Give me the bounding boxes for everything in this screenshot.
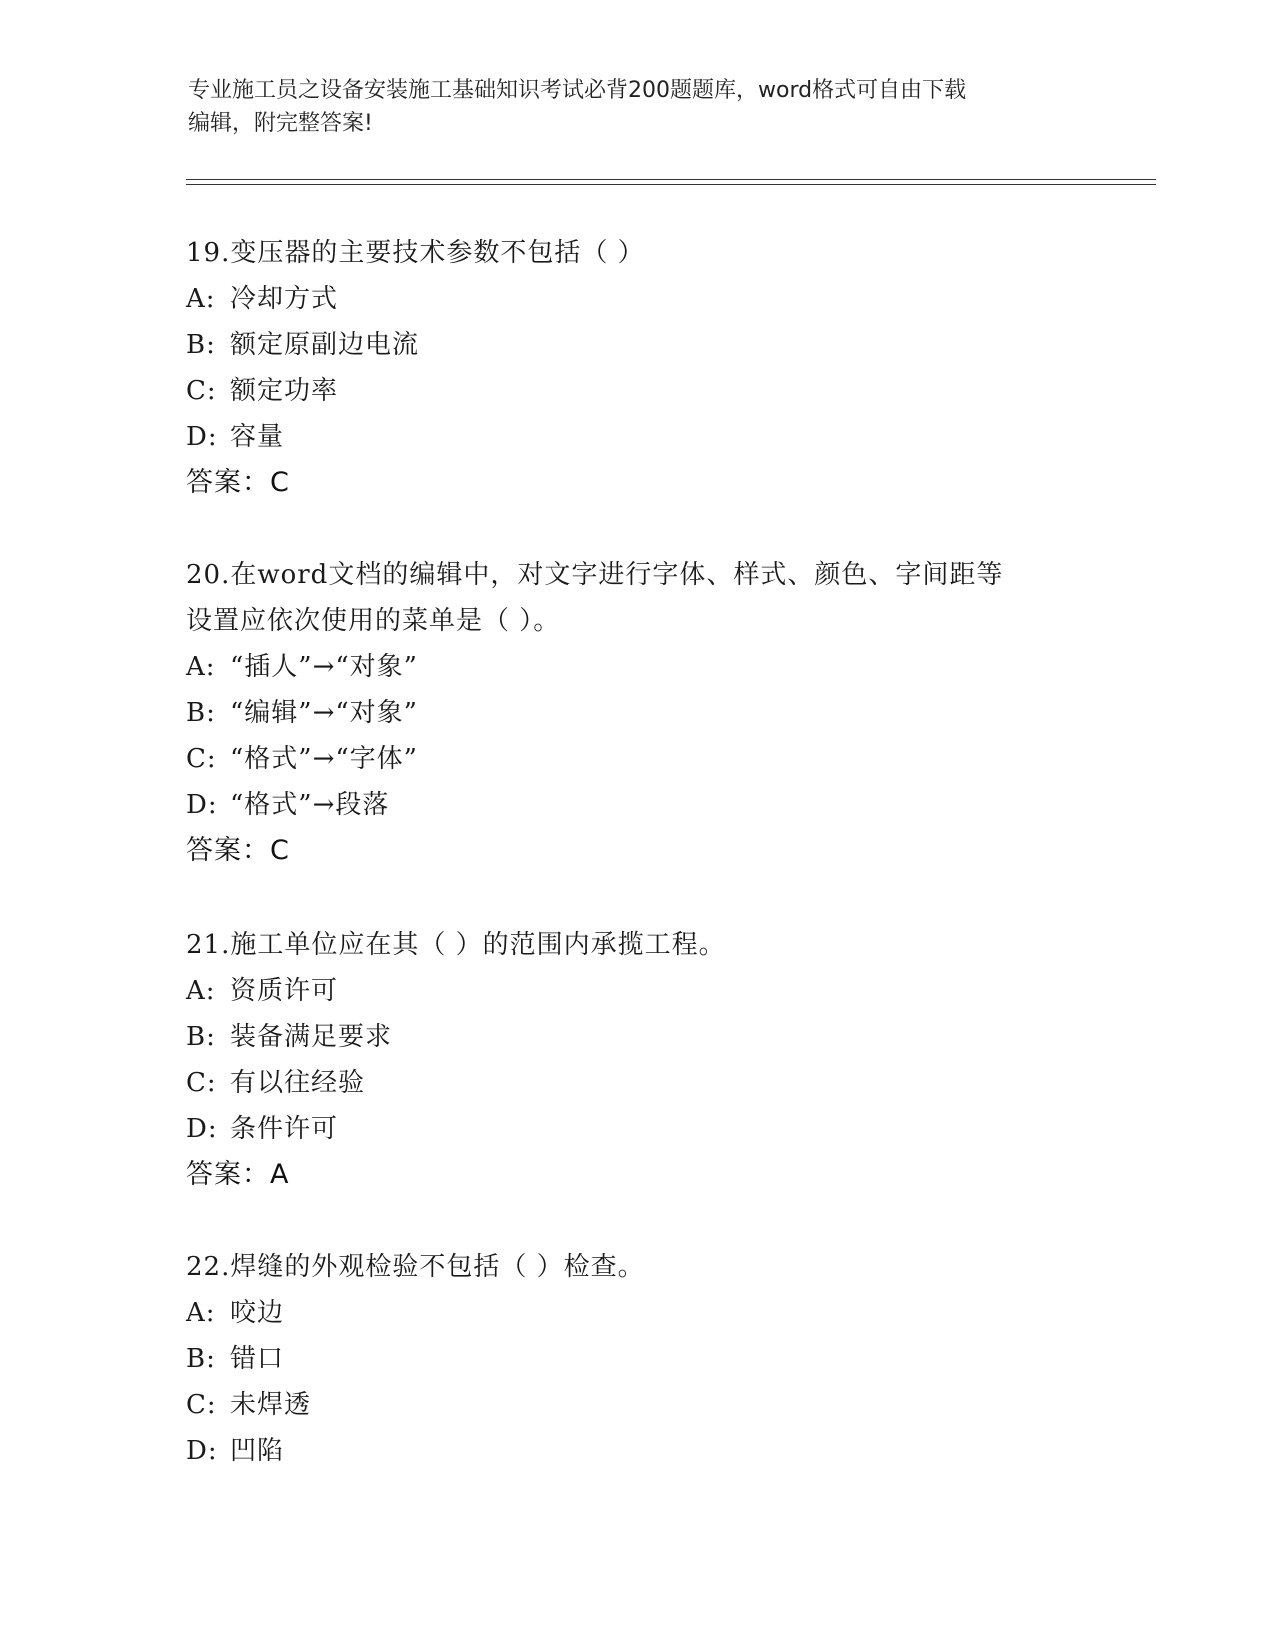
- option-text: “插人”→“对象”: [230, 652, 418, 682]
- question-19-option-d: [186, 414, 284, 460]
- question-20-option-a: [186, 644, 418, 690]
- option-label: B:: [186, 1344, 216, 1374]
- question-20-option-b: [186, 690, 418, 736]
- option-text: 额定功率: [230, 376, 339, 406]
- question-21-answer: 答案：A: [186, 1159, 290, 1190]
- option-label: D:: [186, 1114, 218, 1144]
- question-20-stem-line-1: 20.在word文档的编辑中，对文字进行字体、样式、颜色、字间距等: [186, 560, 1004, 590]
- option-text: 凹陷: [230, 1436, 285, 1466]
- option-text: 额定原副边电流: [230, 330, 420, 360]
- question-20-stem-line-2: 设置应依次使用的菜单是（ ）。: [186, 606, 561, 636]
- option-text: “格式”→段落: [230, 790, 390, 820]
- question-20-answer: 答案：C: [186, 835, 290, 866]
- header-divider-top: [186, 179, 1156, 180]
- option-text: 装备满足要求: [230, 1022, 393, 1052]
- option-text: 咬边: [230, 1298, 285, 1328]
- question-22-option-c: [186, 1382, 311, 1428]
- option-label: A:: [186, 976, 216, 1006]
- option-label: A:: [186, 652, 216, 682]
- option-text: “编辑”→“对象”: [230, 698, 418, 728]
- option-text: 错口: [230, 1344, 285, 1374]
- question-21-option-a: [186, 968, 338, 1014]
- option-label: A:: [186, 1298, 216, 1328]
- question-22-option-d: [186, 1428, 284, 1474]
- option-label: C:: [186, 1068, 217, 1098]
- document-header: [188, 74, 1088, 140]
- question-19-option-b: [186, 322, 419, 368]
- option-label: B:: [186, 1022, 216, 1052]
- option-label: C:: [186, 376, 217, 406]
- question-22-option-a: [186, 1290, 284, 1336]
- header-line-2: 编辑，附完整答案!: [188, 111, 373, 136]
- option-label: B:: [186, 330, 216, 360]
- option-text: 条件许可: [230, 1114, 339, 1144]
- question-22-stem: 22.焊缝的外观检验不包括（ ）检查。: [186, 1252, 645, 1282]
- question-20-option-c: [186, 736, 418, 782]
- option-label: C:: [186, 744, 217, 774]
- question-19-stem: 19.变压器的主要技术参数不包括（ ）: [186, 238, 645, 268]
- option-label: D:: [186, 1436, 218, 1466]
- question-21-option-c: [186, 1060, 365, 1106]
- question-22-option-b: [186, 1336, 284, 1382]
- option-text: 有以往经验: [230, 1068, 366, 1098]
- option-label: C:: [186, 1390, 217, 1420]
- option-text: 容量: [230, 422, 285, 452]
- question-21-option-d: [186, 1106, 338, 1152]
- question-21-stem: 21.施工单位应在其（ ）的范围内承揽工程。: [186, 930, 726, 960]
- option-label: B:: [186, 698, 216, 728]
- question-19-answer: 答案：C: [186, 467, 290, 498]
- question-19-option-a: [186, 276, 338, 322]
- option-text: “格式”→“字体”: [230, 744, 418, 774]
- option-label: A:: [186, 284, 216, 314]
- header-line-1: 专业施工员之设备安装施工基础知识考试必背200题题库，word格式可自由下载: [188, 78, 967, 103]
- option-text: 资质许可: [230, 976, 339, 1006]
- option-label: D:: [186, 790, 218, 820]
- option-text: 未焊透: [230, 1390, 312, 1420]
- question-20-option-d: [186, 782, 389, 828]
- option-label: D:: [186, 422, 218, 452]
- header-divider-bottom: [186, 184, 1156, 185]
- question-21-option-b: [186, 1014, 392, 1060]
- question-19-option-c: [186, 368, 338, 414]
- option-text: 冷却方式: [230, 284, 339, 314]
